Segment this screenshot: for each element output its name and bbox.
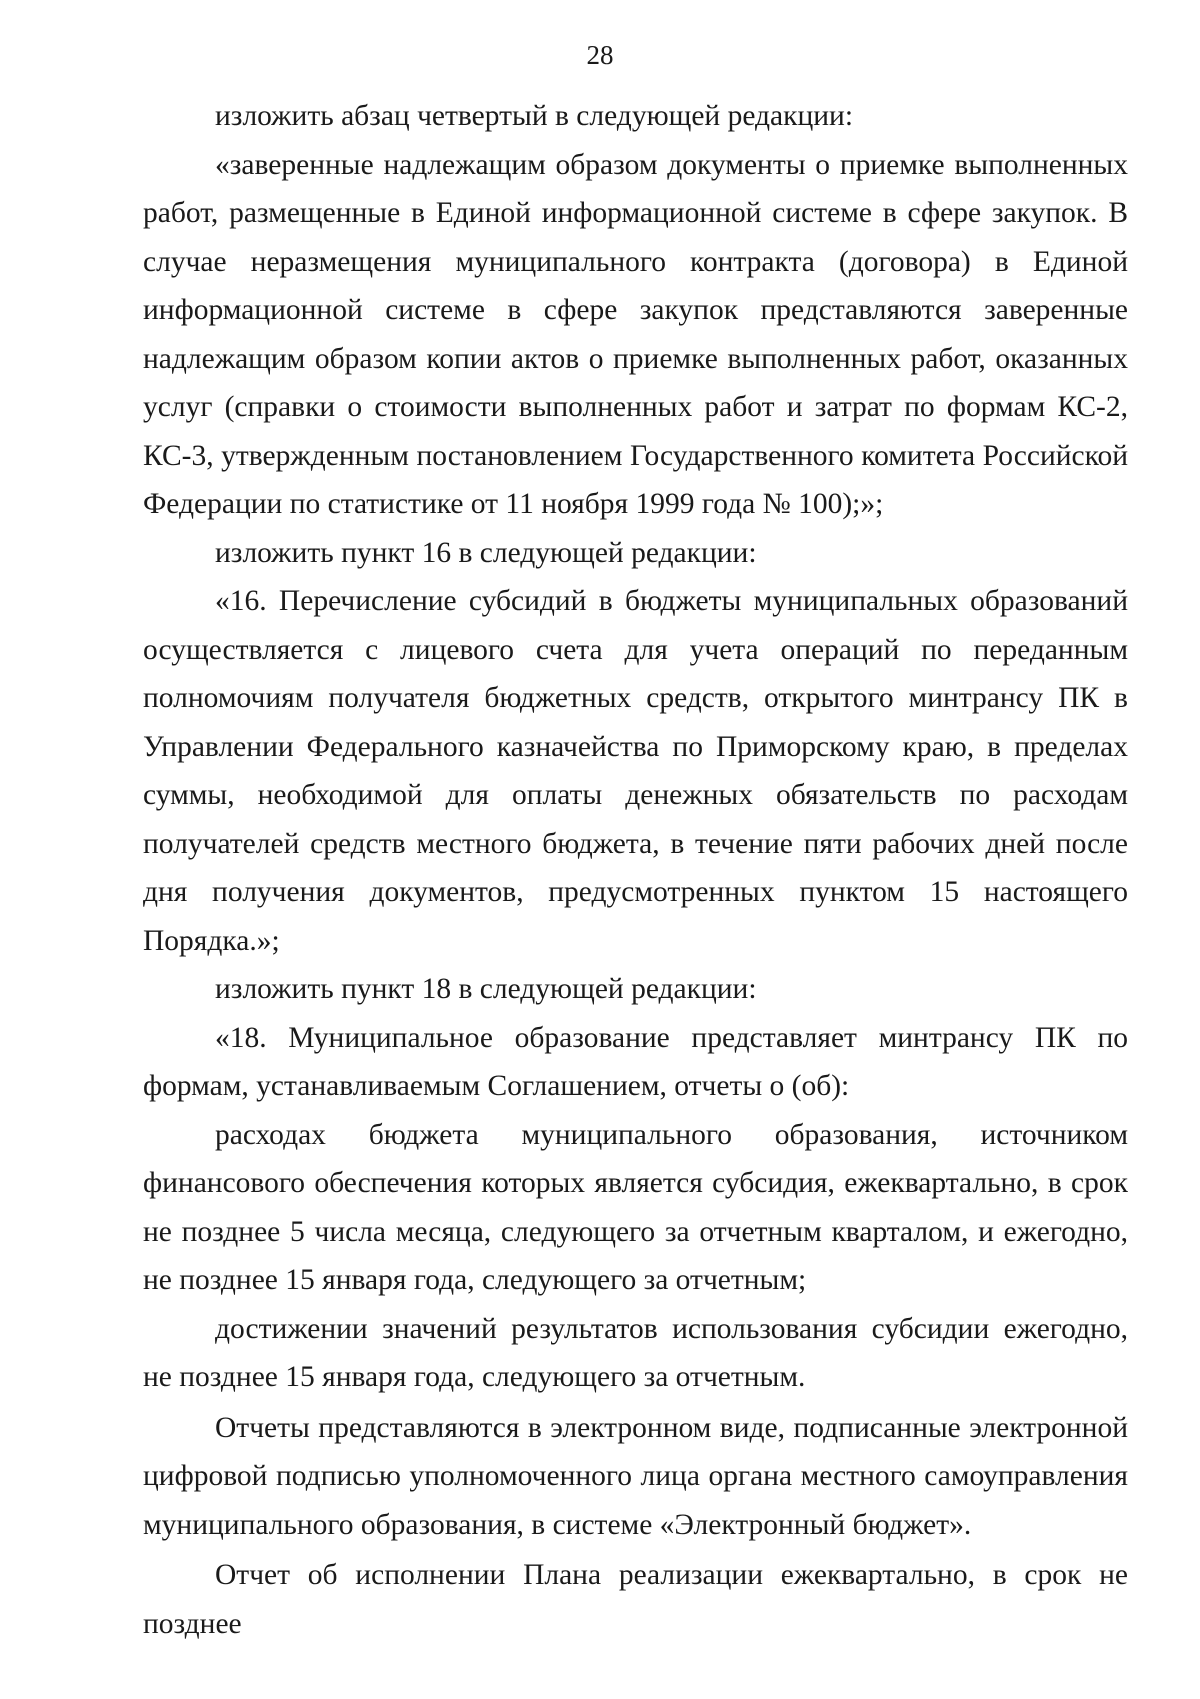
paragraph-results-achievement: достижении значений результатов использования субсидии ежегодно, не позднее 15 января года, следующего за отчетным.: [143, 1312, 1128, 1393]
paragraph-electronic-reports: Отчеты представляются в электронном виде, подписанные электронной цифровой подписью уполномоченного лица органа местного самоуправления муниципального образования, в системе «Электронный бюджет».: [143, 1411, 1128, 1541]
paragraph-intro-abzac-4: изложить абзац четвертый в следующей редакции:: [215, 100, 854, 132]
paragraph-punkt-18: «18. Муниципальное образование представляет минтрансу ПК по формам, устанавливаемым Соглашением, отчеты о (об):: [143, 1021, 1128, 1102]
paragraph-plan-report: Отчет об исполнении Плана реализации ежеквартально, в срок не позднее: [143, 1559, 1128, 1640]
paragraph-punkt-16: «16. Перечисление субсидий в бюджеты муниципальных образований осуществляется с лицевого счета для учета операций по переданным полномочиям получателя бюджетных средств, открытого минтрансу ПК в Управлении Федерального казначейства по Приморскому краю, в пределах суммы, необходимой для оплаты денежных обязательств по расходам получателей средств местного бюджета, в течение пяти рабочих дней после дня получения документов, предусмотренных пунктом 15 настоящего Порядка.»;: [143, 585, 1128, 957]
paragraph-intro-punkt-16: изложить пункт 16 в следующей редакции:: [215, 536, 757, 569]
document-body: [143, 92, 1128, 1648]
paragraph-certified-documents: «заверенные надлежащим образом документы о приемке выполненных работ, размещенные в Единой информационной системе в сфере закупок. В случае неразмещения муниципального контракта (договора) в Единой информационной системе в сфере закупок представляются заверенные надлежащим образом копии актов о приемке выполненных работ, оказанных услуг (справки о стоимости выполненных работ и затрат по формам КС-2, КС-3, утвержденным постановлением Государственного комитета Российской Федерации по статистике от 11 ноября 1999 года № 100);»;: [143, 148, 1128, 520]
page-number: 28: [586, 40, 614, 70]
paragraph-budget-expenses: расходах бюджета муниципального образования, источником финансового обеспечения которых является субсидия, ежеквартально, в срок не позднее 5 числа месяца, следующего за отчетным кварталом, и ежегодно, не позднее 15 января года, следующего за отчетным;: [143, 1118, 1128, 1296]
paragraph-intro-punkt-18: изложить пункт 18 в следующей редакции:: [215, 973, 757, 1005]
